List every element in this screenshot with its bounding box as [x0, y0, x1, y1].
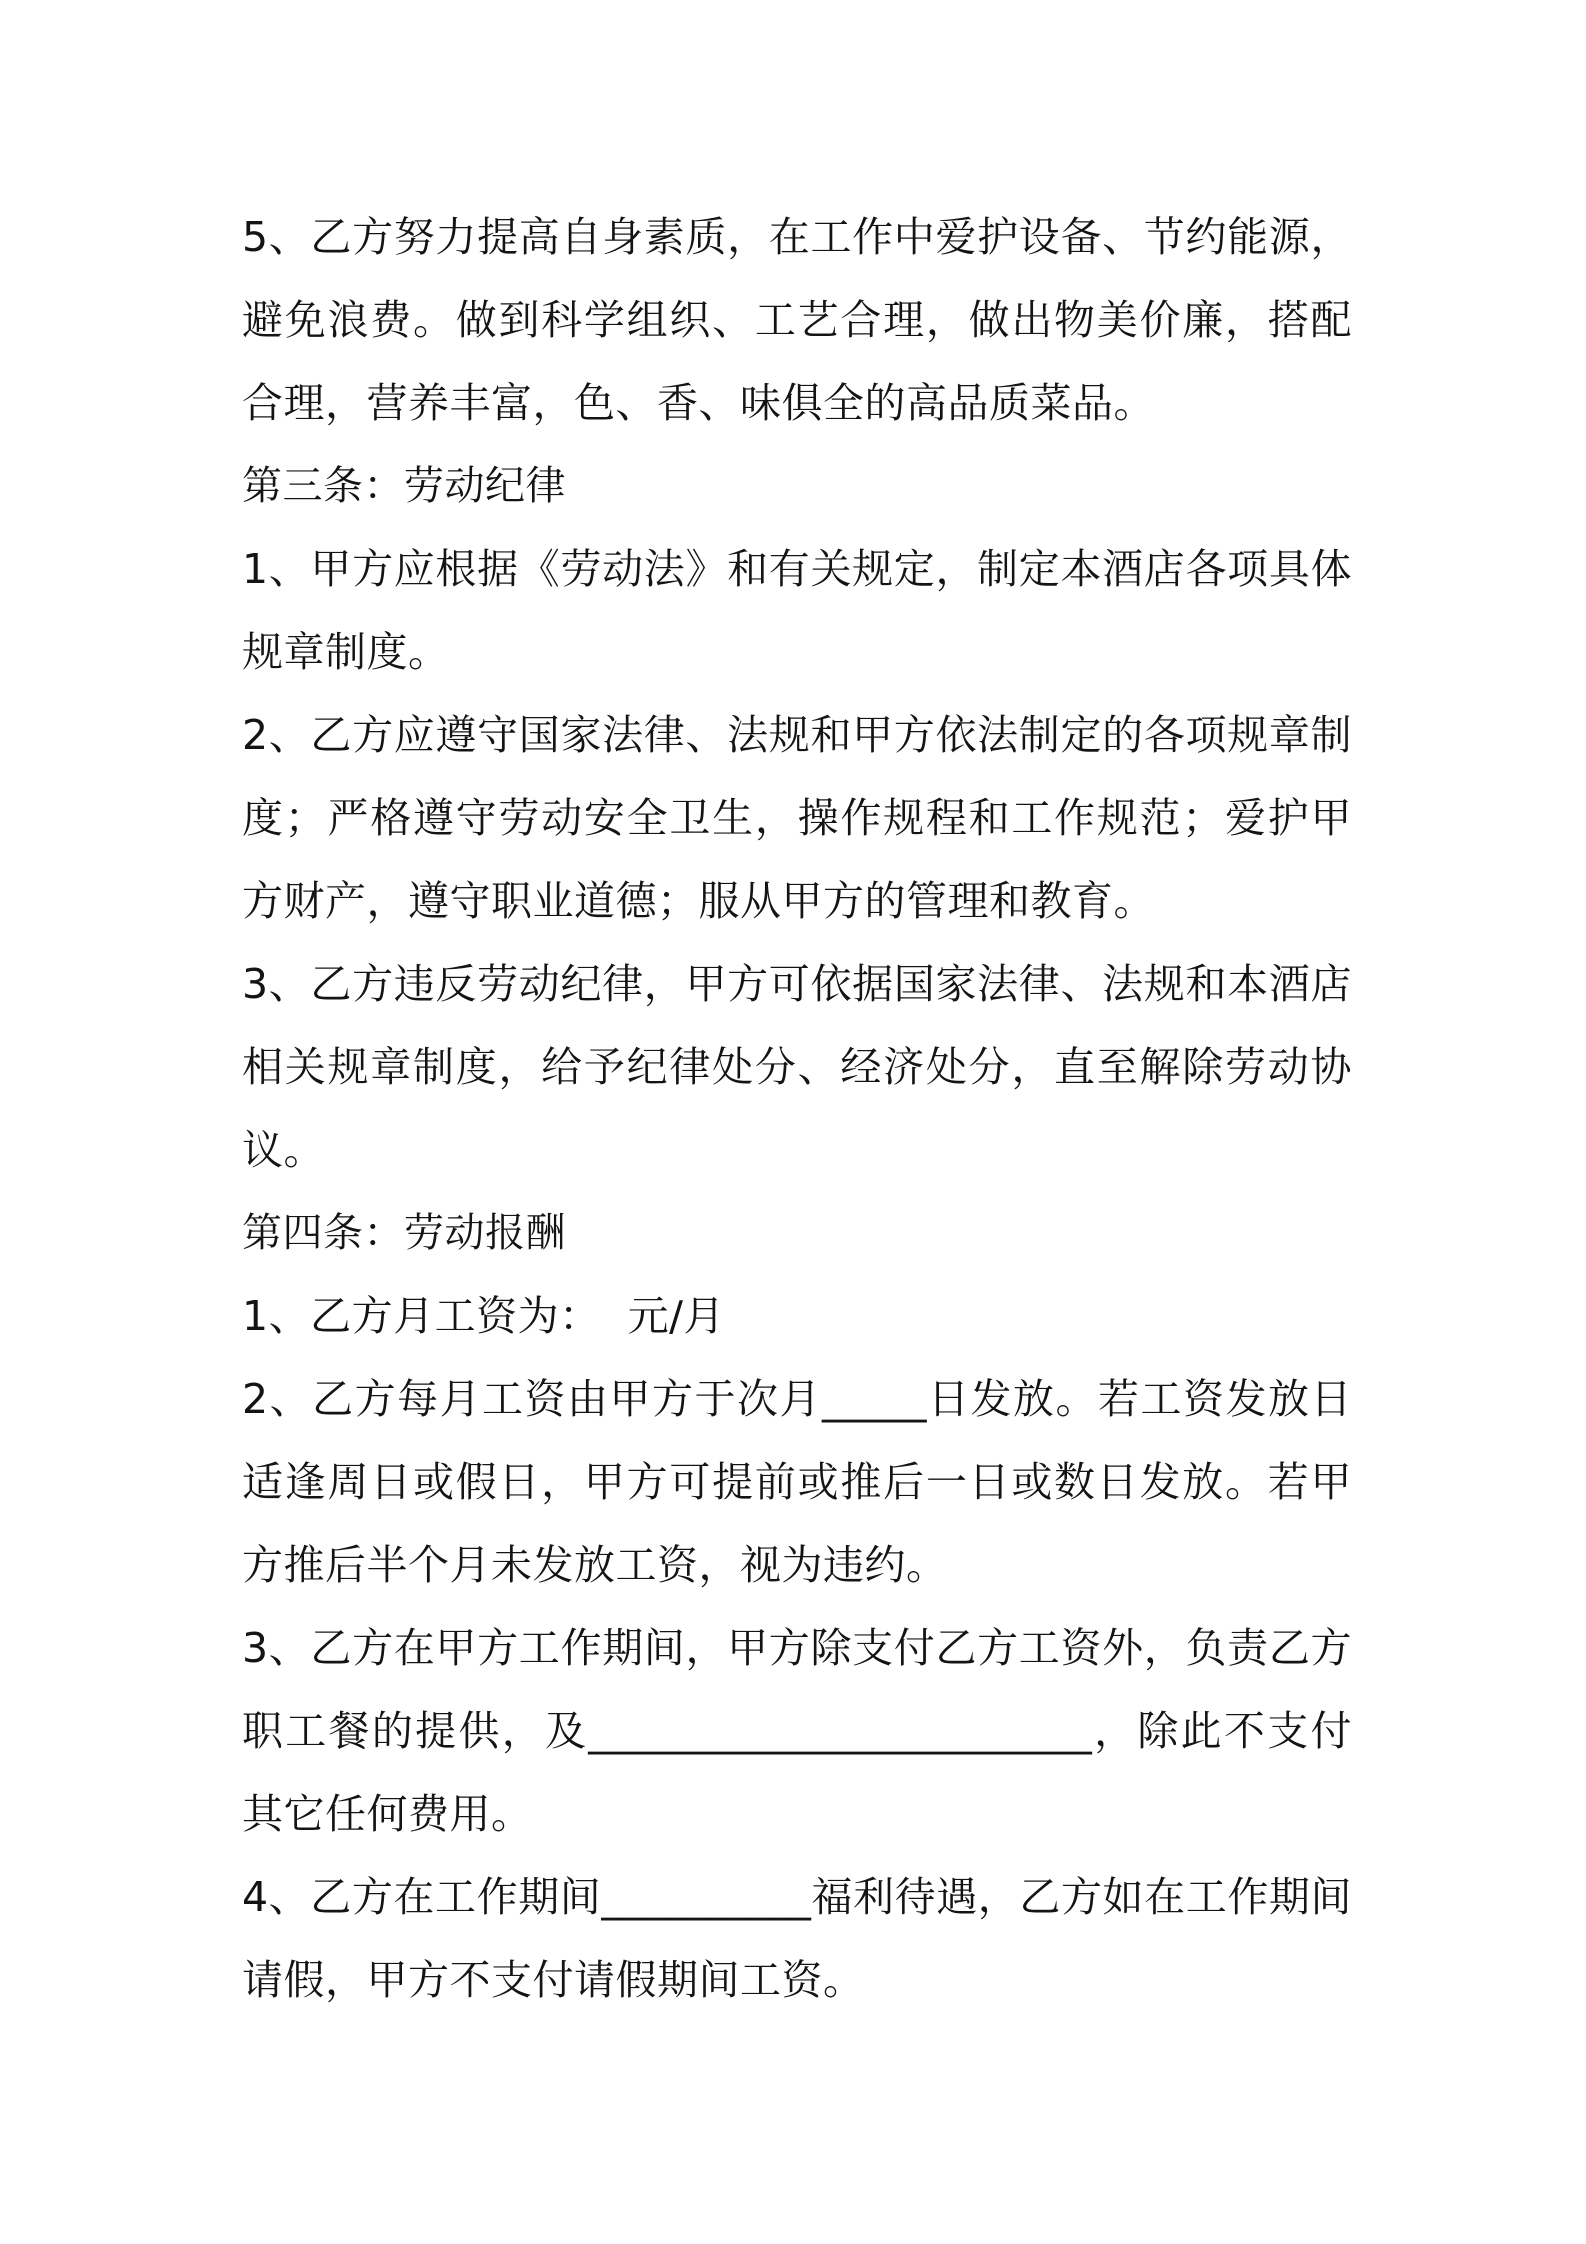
clause-4-item-3: 3、乙方在甲方工作期间，甲方除支付乙方工资外，负责乙方职工餐的提供，及________________________，除此不支付其它任何费用。 — [242, 1624, 1352, 1838]
document-body — [242, 196, 1352, 2022]
clause-3-item-3: 3、乙方违反劳动纪律，甲方可依据国家法律、法规和本酒店相关规章制度，给予纪律处分、经济处分，直至解除劳动协议。 — [242, 960, 1352, 1174]
article-3-heading: 第三条：劳动纪律 — [242, 463, 566, 509]
clause-2-item-5: 5、乙方努力提高自身素质，在工作中爱护设备、节约能源，避免浪费。做到科学组织、工艺合理，做出物美价廉，搭配合理，营养丰富，色、香、味俱全的高品质菜品。 — [242, 213, 1352, 427]
clause-4-item-4: 4、乙方在工作期间__________福利待遇，乙方如在工作期间请假，甲方不支付请假期间工资。 — [242, 1873, 1352, 2004]
clause-3-item-1: 1、甲方应根据《劳动法》和有关规定，制定本酒店各项具体规章制度。 — [242, 545, 1352, 676]
clause-4-item-1: 1、乙方月工资为： 元/月 — [242, 1292, 725, 1340]
clause-3-item-2: 2、乙方应遵守国家法律、法规和甲方依法制定的各项规章制度；严格遵守劳动安全卫生，操作规程和工作规范；爱护甲方财产，遵守职业道德；服从甲方的管理和教育。 — [242, 711, 1352, 925]
article-4-heading: 第四条：劳动报酬 — [242, 1210, 566, 1256]
clause-4-item-2: 2、乙方每月工资由甲方于次月_____日发放。若工资发放日适逢周日或假日，甲方可提前或推后一日或数日发放。若甲方推后半个月未发放工资，视为违约。 — [242, 1375, 1352, 1589]
